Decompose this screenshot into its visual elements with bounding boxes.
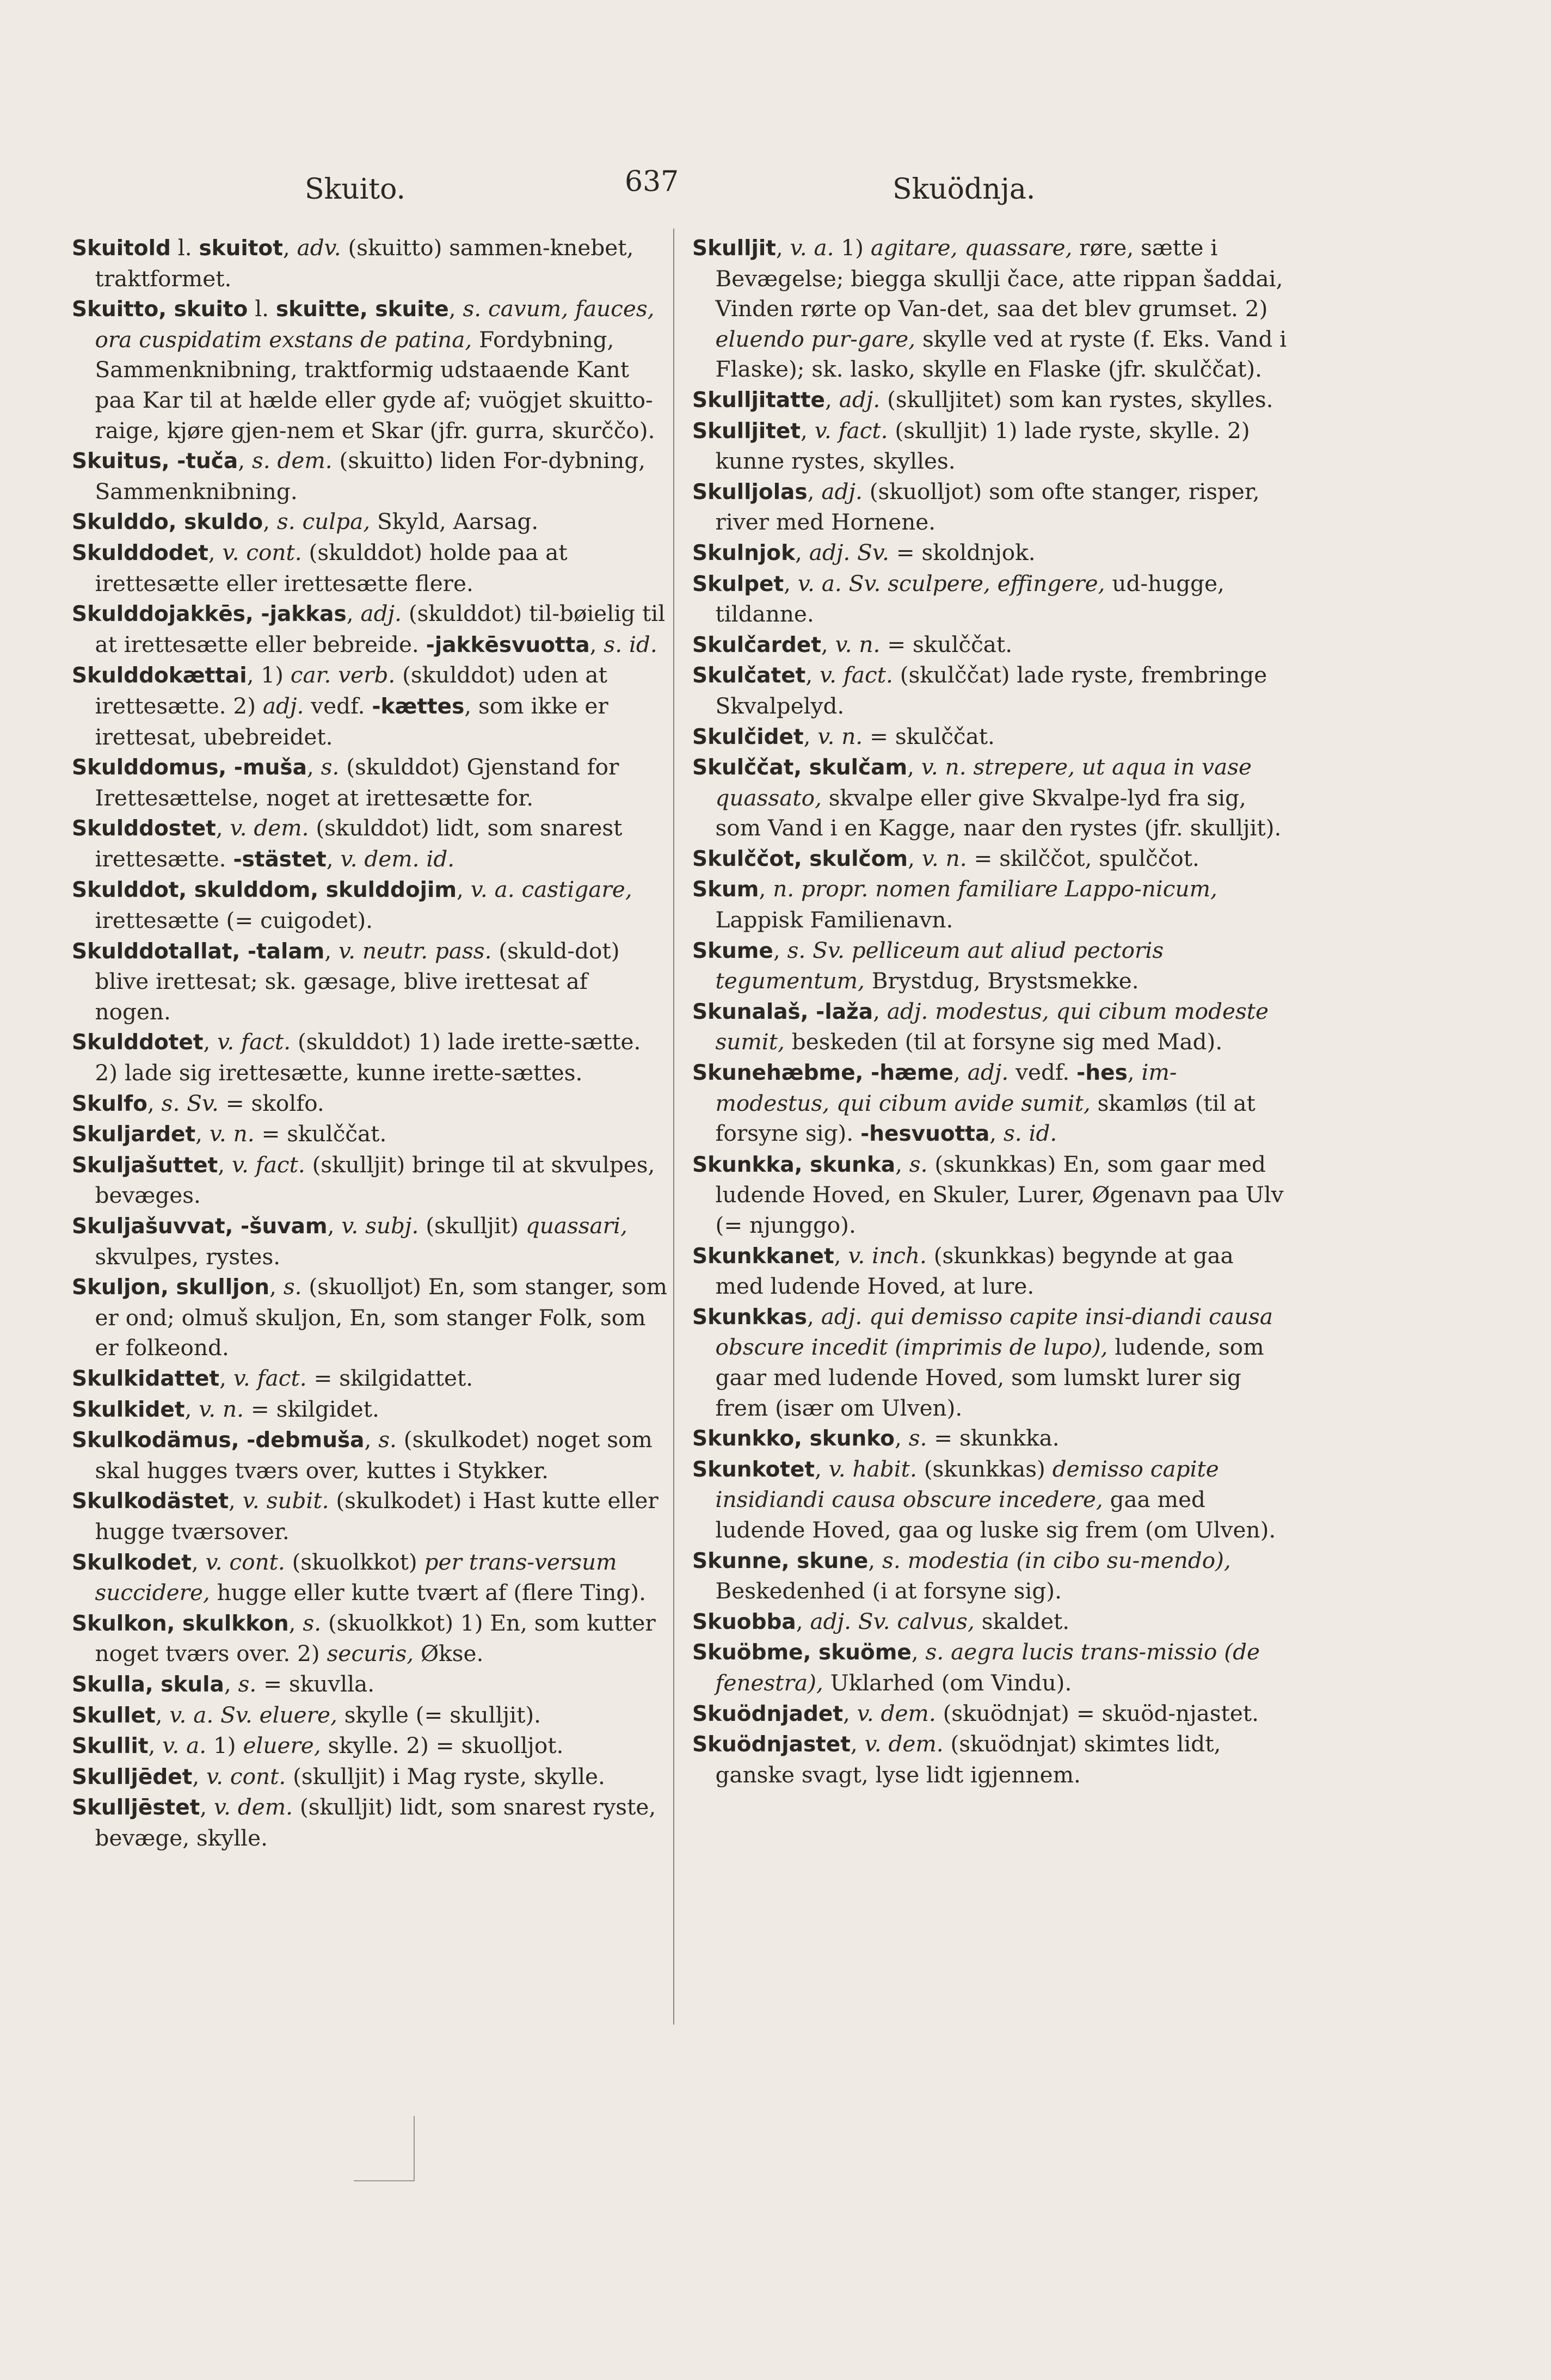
dictionary-entry: Skulljit, v. a. 1) agitare, quassare, røre, sætte i Bevægelse; biegga skullji čace, atte rippan šaddai, Vinden rørte op Van-det, saa det blev grumset. 2) eluendo pur-gare, skylle ved at ryste (f. Eks. Vand i Flaske); sk. lasko, skylle en Flaske (jfr. skulččat). — [692, 235, 1287, 383]
dictionary-entry: Skulkodämus, -debmuša, s. (skulkodet) noget som skal hugges tværs over, kuttes i Stykker. — [72, 1426, 653, 1484]
dictionary-entry: Skulljitatte, adj. (skulljitet) som kan rystes, skylles. — [692, 386, 1273, 413]
dictionary-entry: Skulddojakkēs, -jakkas, adj. (skulddot) til-bøielig til at irettesætte eller bebreide. -jakkēsvuotta, s. id. — [72, 600, 666, 657]
dictionary-entry: Skulččat, skulčam, v. n. strepere, ut aqua in vase quassato, skvalpe eller give Skvalpe-lyd fra sig, som Vand i en Kagge, naar den rystes (jfr. skulljit). — [692, 754, 1282, 841]
dictionary-entry: Skulljolas, adj. (skuolljot) som ofte stanger, risper, river med Hornene. — [692, 478, 1260, 536]
dictionary-entry: Skulla, skula, s. = skuvlla. — [72, 1670, 375, 1697]
dictionary-entry: Skulddotallat, -talam, v. neutr. pass. (skuld-dot) blive irettesat; sk. gæsage, blive irettesat af nogen. — [72, 937, 620, 1025]
dictionary-entry: Skulčidet, v. n. = skulččat. — [692, 723, 995, 749]
page-header — [0, 165, 1551, 217]
dictionary-entry: Skunkotet, v. habit. (skunkkas) demisso capite insidiandi causa obscure incedere, gaa med ludende Hoved, gaa og luske sig frem (om Ulven). — [692, 1455, 1276, 1543]
running-head-left: Skuito. — [305, 173, 406, 206]
dictionary-entry: Skulddostet, v. dem. (skulddot) lidt, som snarest irettesætte. -stästet, v. dem. id. — [72, 815, 623, 872]
dictionary-entry: Skunkko, skunko, s. = skunkka. — [692, 1425, 1060, 1452]
dictionary-entry: Skulkodästet, v. subit. (skulkodet) i Hast kutte eller hugge tværsover. — [72, 1487, 658, 1545]
dictionary-entry: Skulljēdet, v. cont. (skulljit) i Mag ryste, skylle. — [72, 1763, 605, 1789]
dictionary-entry: Skulkidattet, v. fact. = skilgidattet. — [72, 1364, 473, 1391]
dictionary-entry: Skunne, skune, s. modestia (in cibo su-mendo), Beskedenhed (i at forsyne sig). — [692, 1547, 1231, 1604]
dictionary-entry: Skulkidet, v. n. = skilgidet. — [72, 1395, 379, 1422]
dictionary-entry: Skulnjok, adj. Sv. = skoldnjok. — [692, 539, 1036, 565]
dictionary-entry: Skulljēstet, v. dem. (skulljit) lidt, som snarest ryste, bevæge, skylle. — [72, 1794, 656, 1851]
dictionary-entry: Skuödnjastet, v. dem. (skuödnjat) skimtes lidt, ganske svagt, lyse lidt igjennem. — [692, 1731, 1221, 1788]
dictionary-entry: Skunehæbme, -hæme, adj. vedf. -hes, im-modestus, qui cibum avide sumit, skamløs (til at forsyne sig). -hesvuotta, s. id. — [692, 1059, 1255, 1147]
column-divider — [673, 229, 674, 2025]
dictionary-entry: Skulčardet, v. n. = skulččat. — [692, 631, 1013, 657]
dictionary-entry: Skulddodet, v. cont. (skulddot) holde paa at irettesætte eller irettesætte flere. — [72, 539, 568, 596]
dictionary-entry: Skulddotet, v. fact. (skulddot) 1) lade irette-sætte. 2) lade sig irettesætte, kunne irette-sættes. — [72, 1029, 641, 1086]
dictionary-entry: Skuljašuttet, v. fact. (skulljit) bringe til at skvulpes, bevæges. — [72, 1151, 655, 1209]
dictionary-entry: Skume, s. Sv. pelliceum aut aliud pectoris tegumentum, Brystdug, Brystsmekke. — [692, 937, 1164, 994]
dictionary-entry: Skulddomus, -muša, s. (skulddot) Gjenstand for Irettesættelse, noget at irettesætte for. — [72, 754, 619, 811]
dictionary-entry: Skulčatet, v. fact. (skulččat) lade ryste, frembringe Skvalpelyd. — [692, 662, 1267, 719]
dictionary-entry: Skulččot, skulčom, v. n. = skilččot, spulččot. — [692, 845, 1199, 871]
dictionary-entry: Skulkon, skulkkon, s. (skuolkkot) 1) En, som kutter noget tværs over. 2) securis, Økse. — [72, 1609, 656, 1667]
dictionary-entry: Skulddot, skulddom, skulddojim, v. a. castigare, irettesætte (= cuigodet). — [72, 876, 632, 934]
dictionary-entry: Skulddo, skuldo, s. culpa, Skyld, Aarsag. — [72, 508, 539, 535]
dictionary-entry: Skuitto, skuito l. skuitte, skuite, s. cavum, fauces, ora cuspidatim exstans de patina, Fordybning, Sammenknibning, traktformig udstaaende Kant paa Kar til at hælde eller gyde af; vuögjet skuitto-raige, kjøre gjen-nem et Skar (jfr. gurra, skurččo). — [72, 296, 655, 444]
dictionary-entry: Skullet, v. a. Sv. eluere, skylle (= skulljit). — [72, 1701, 541, 1728]
dictionary-entry: Skulpet, v. a. Sv. sculpere, effingere, ud-hugge, tildanne. — [692, 570, 1224, 628]
dictionary-entry: Skuljon, skulljon, s. (skuolljot) En, som stanger, som er ond; olmuš skuljon, En, som stanger Folk, som er folkeond. — [72, 1274, 667, 1361]
dictionary-entry: Skunalaš, -laža, adj. modestus, qui cibum modeste sumit, beskeden (til at forsyne sig med Mad). — [692, 998, 1269, 1055]
dictionary-entry: Skuobba, adj. Sv. calvus, skaldet. — [692, 1608, 1070, 1634]
dictionary-entry: Skuitold l. skuitot, adv. (skuitto) sammen-knebet, traktformet. — [72, 235, 634, 292]
dictionary-entry: Skullit, v. a. 1) eluere, skylle. 2) = skuolljot. — [72, 1732, 564, 1759]
dictionary-entry: Skulljitet, v. fact. (skulljit) 1) lade ryste, skylle. 2) kunne rystes, skylles. — [692, 417, 1250, 475]
dictionary-entry: Skuödnjadet, v. dem. (skuödnjat) = skuöd-njastet. — [692, 1700, 1259, 1726]
scan-mark — [354, 2116, 415, 2181]
dictionary-entry: Skunkkanet, v. inch. (skunkkas) begynde at gaa med ludende Hoved, at lure. — [692, 1242, 1234, 1300]
dictionary-entry: Skulddokættai, 1) car. verb. (skulddot) uden at irettesætte. 2) adj. vedf. -kættes, som ikke er irettesat, ubebreidet. — [72, 662, 608, 750]
dictionary-entry: Skuljašuvvat, -šuvam, v. subj. (skulljit) quassari, skvulpes, rystes. — [72, 1213, 627, 1270]
dictionary-entry: Skuljardet, v. n. = skulččat. — [72, 1121, 387, 1147]
dictionary-entry: Skulkodet, v. cont. (skuolkkot) per trans-versum succidere, hugge eller kutte tvært af (flere Ting). — [72, 1548, 646, 1606]
dictionary-entry: Skunkka, skunka, s. (skunkkas) En, som gaar med ludende Hoved, en Skuler, Lurer, Øgenavn paa Ulv (= njunggo). — [692, 1151, 1284, 1238]
left-column — [72, 233, 668, 1853]
running-head-right: Skuödnja. — [893, 173, 1036, 206]
dictionary-entry: Skuöbme, skuöme, s. aegra lucis trans-missio (de fenestra), Uklarhed (om Vindu). — [692, 1639, 1260, 1696]
right-column — [692, 233, 1288, 1790]
dictionary-entry: Skulfo, s. Sv. = skolfo. — [72, 1090, 324, 1116]
dictionary-entry: Skuitus, -tuča, s. dem. (skuitto) liden For-dybning, Sammenknibning. — [72, 447, 646, 505]
page-number: 637 — [625, 165, 679, 198]
dictionary-entry: Skum, n. propr. nomen familiare Lappo-nicum, Lappisk Familienavn. — [692, 876, 1217, 933]
dictionary-entry: Skunkkas, adj. qui demisso capite insi-diandi causa obscure incedit (imprimis de lupo), ludende, som gaar med ludende Hoved, som lumskt lurer sig frem (især om Ulven). — [692, 1303, 1273, 1421]
